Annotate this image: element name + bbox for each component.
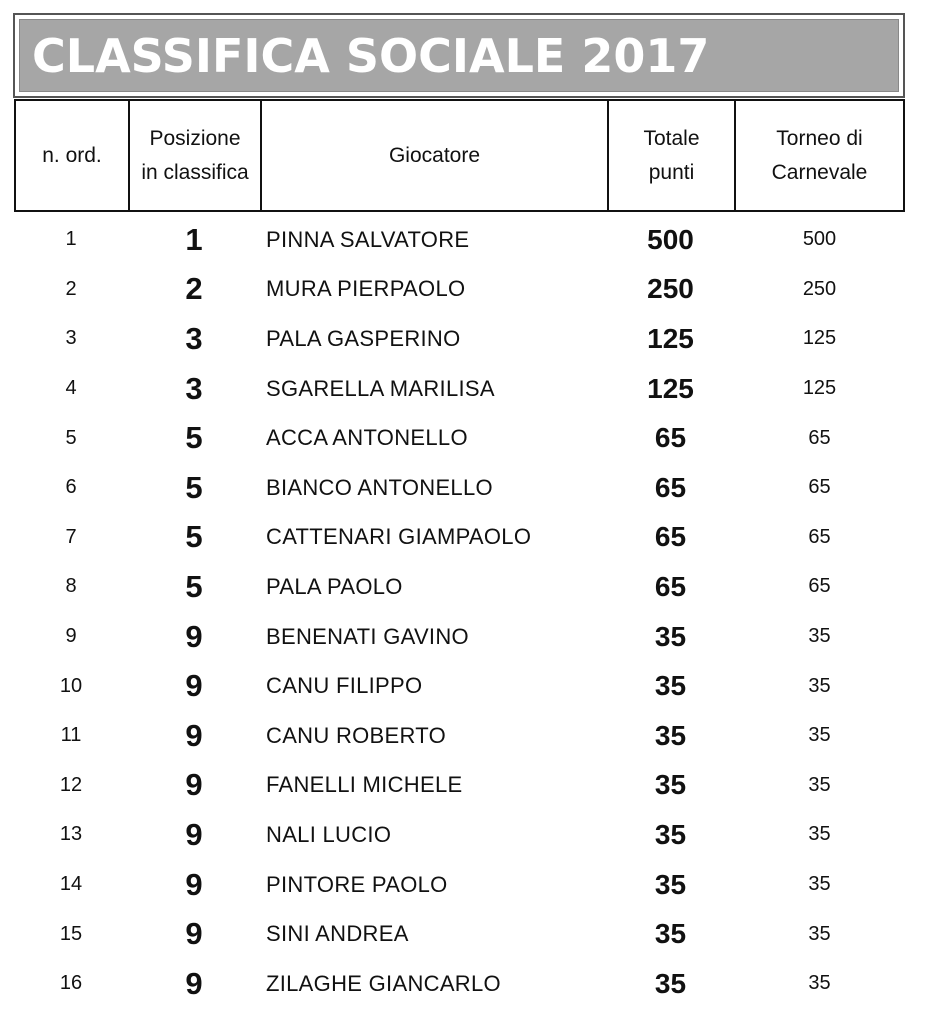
row-position: 9 — [185, 866, 203, 902]
row-carnival: 35 — [808, 674, 831, 697]
row-carnival: 35 — [808, 724, 831, 747]
row-position: 5 — [185, 568, 203, 604]
row-player: PINTORE PAOLO — [266, 871, 448, 897]
row-ord: 14 — [59, 873, 83, 896]
row-carnival: 65 — [808, 426, 831, 449]
table-row — [14, 265, 905, 315]
row-player: PALA GASPERINO — [266, 325, 461, 351]
row-ord: 1 — [65, 228, 77, 251]
row-ord: 6 — [65, 476, 77, 499]
row-carnival: 125 — [802, 327, 837, 350]
row-ord: 11 — [60, 724, 82, 747]
row-total: 65 — [654, 521, 687, 553]
row-position: 9 — [185, 717, 203, 753]
row-position: 5 — [185, 420, 203, 456]
row-carnival: 35 — [808, 823, 831, 846]
row-total: 35 — [654, 868, 687, 900]
row-player: CANU FILIPPO — [266, 673, 423, 699]
row-ord: 15 — [59, 922, 83, 945]
row-ord: 2 — [65, 277, 77, 300]
row-position: 5 — [185, 519, 203, 555]
row-position: 9 — [185, 618, 203, 654]
row-carnival: 35 — [808, 625, 831, 648]
header-total — [609, 101, 736, 210]
row-player: PALA PAOLO — [266, 573, 403, 599]
table-row — [14, 612, 905, 662]
row-position: 3 — [185, 320, 203, 356]
row-carnival: 35 — [808, 972, 831, 995]
title-panel — [19, 19, 899, 92]
header-ord-label: n. ord. — [42, 143, 102, 167]
header-carnival-label: Torneo di Carnevale — [771, 126, 868, 184]
row-ord: 5 — [65, 426, 77, 449]
table-row — [14, 413, 905, 463]
table-row — [14, 810, 905, 860]
table-header — [14, 99, 905, 212]
row-player: NALI LUCIO — [266, 821, 392, 847]
row-carnival: 35 — [808, 873, 831, 896]
row-total: 35 — [654, 967, 687, 999]
row-player: CANU ROBERTO — [266, 722, 447, 748]
table-row — [14, 513, 905, 563]
row-player: CATTENARI GIAMPAOLO — [266, 524, 532, 550]
header-player-label: Giocatore — [388, 143, 481, 167]
row-player: MURA PIERPAOLO — [266, 276, 466, 302]
row-ord: 13 — [59, 823, 83, 846]
table-row — [14, 909, 905, 959]
row-player: PINNA SALVATORE — [266, 226, 470, 252]
row-total: 35 — [654, 670, 687, 702]
row-total: 125 — [647, 322, 694, 354]
row-carnival: 35 — [808, 922, 831, 945]
row-carnival: 65 — [808, 525, 831, 548]
row-total: 35 — [654, 818, 687, 850]
row-total: 35 — [654, 918, 687, 950]
row-player: BIANCO ANTONELLO — [266, 474, 493, 500]
row-player: ACCA ANTONELLO — [266, 425, 468, 451]
header-carnival — [736, 101, 903, 210]
row-total: 65 — [654, 570, 687, 602]
row-player: ZILAGHE GIANCARLO — [266, 970, 501, 996]
table-row — [14, 364, 905, 414]
header-position-label: Posizione in classifica — [141, 126, 249, 184]
row-total: 250 — [647, 273, 694, 305]
table-row — [14, 314, 905, 364]
ranking-table-body — [14, 215, 905, 1009]
table-row — [14, 463, 905, 513]
row-ord: 10 — [59, 674, 83, 697]
row-position: 9 — [185, 916, 203, 952]
header-ord — [16, 101, 130, 210]
row-player: BENENATI GAVINO — [266, 623, 469, 649]
table-row — [14, 661, 905, 711]
table-row — [14, 761, 905, 811]
row-position: 2 — [185, 271, 203, 307]
row-position: 1 — [185, 221, 203, 257]
row-total: 125 — [647, 372, 694, 404]
row-total: 65 — [654, 422, 687, 454]
row-ord: 8 — [65, 575, 77, 598]
row-position: 9 — [185, 767, 203, 803]
row-total: 35 — [654, 769, 687, 801]
row-ord: 4 — [65, 377, 77, 400]
row-player: FANELLI MICHELE — [266, 772, 463, 798]
row-carnival: 125 — [802, 377, 837, 400]
row-carnival: 250 — [802, 277, 837, 300]
row-carnival: 65 — [808, 476, 831, 499]
row-ord: 9 — [65, 625, 77, 648]
title-banner — [13, 13, 905, 98]
row-total: 35 — [654, 620, 687, 652]
row-carnival: 500 — [802, 228, 837, 251]
row-position: 9 — [185, 668, 203, 704]
table-row — [14, 215, 905, 265]
row-total: 35 — [654, 719, 687, 751]
row-position: 9 — [185, 965, 203, 1001]
row-position: 3 — [185, 370, 203, 406]
row-total: 500 — [647, 223, 694, 255]
table-row — [14, 860, 905, 910]
row-carnival: 65 — [808, 575, 831, 598]
header-total-label: Totale punti — [643, 126, 700, 184]
row-ord: 16 — [59, 972, 83, 995]
table-row — [14, 562, 905, 612]
page-title: CLASSIFICA SOCIALE 2017 — [32, 28, 710, 83]
row-position: 9 — [185, 816, 203, 852]
row-carnival: 35 — [808, 773, 831, 796]
row-player: SGARELLA MARILISA — [266, 375, 495, 401]
row-player: SINI ANDREA — [266, 921, 409, 947]
table-row — [14, 959, 905, 1009]
row-ord: 7 — [65, 525, 77, 548]
row-ord: 3 — [65, 327, 77, 350]
table-row — [14, 711, 905, 761]
row-total: 65 — [654, 471, 687, 503]
row-ord: 12 — [59, 773, 83, 796]
row-position: 5 — [185, 469, 203, 505]
header-player — [262, 101, 609, 210]
header-position — [130, 101, 262, 210]
